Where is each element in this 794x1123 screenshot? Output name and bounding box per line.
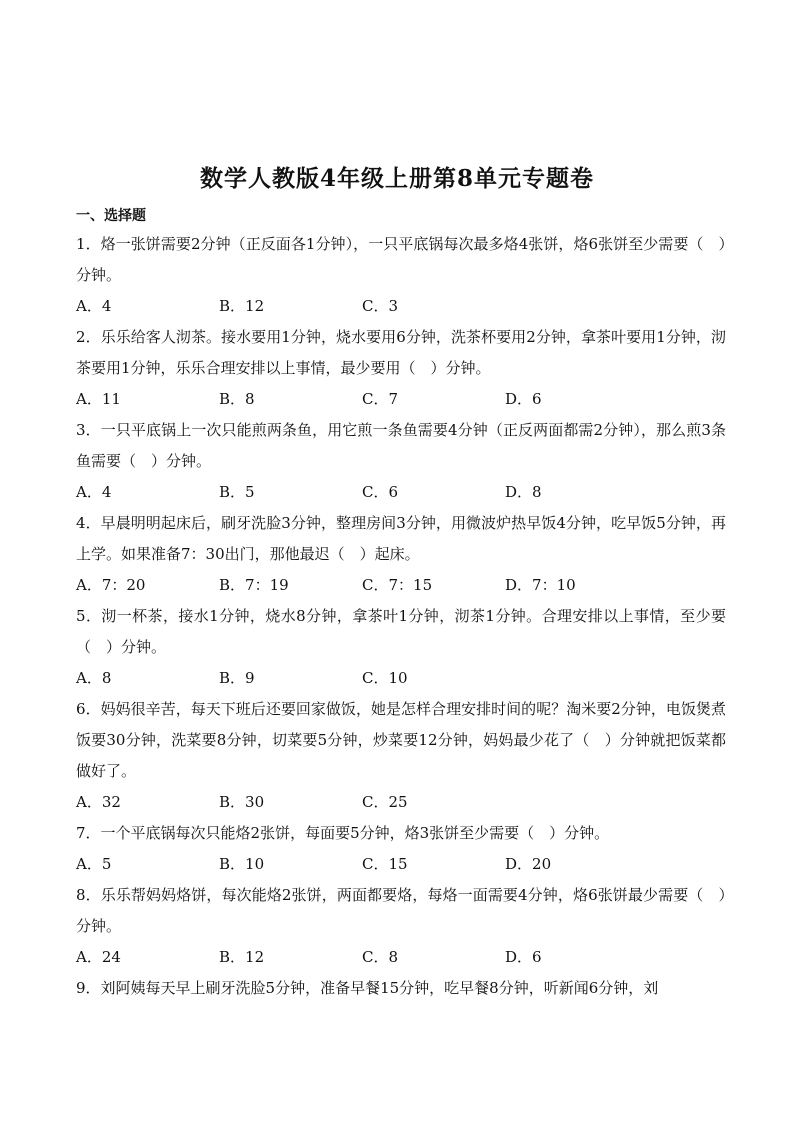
question-2: [76, 322, 726, 415]
options-row: [76, 384, 726, 415]
option-b: B．5: [219, 483, 255, 501]
question-stem: 4．早晨明明起床后，刷牙洗脸3分钟，整理房间3分钟，用微波炉热早饭4分钟，吃早饭5分钟，再上学。如果准备7：30出门，那他最迟（ ）起床。: [76, 514, 726, 563]
option-b: B．12: [219, 297, 265, 315]
option-b: B．12: [219, 948, 265, 966]
question-5: [76, 601, 726, 694]
question-stem: 2．乐乐给客人沏茶。接水要用1分钟，烧水要用6分钟，洗茶杯要用2分钟，拿茶叶要用1分钟，沏茶要用1分钟，乐乐合理安排以上事情，最少要用（ ）分钟。: [76, 328, 726, 377]
option-b: B．10: [219, 855, 265, 873]
section-heading: 一、选择题: [76, 208, 146, 224]
option-b: B．7：19: [219, 576, 289, 594]
option-d: D．8: [505, 483, 542, 501]
option-d: D．20: [505, 855, 552, 873]
options-row: [76, 942, 726, 973]
option-a: A．11: [76, 390, 121, 408]
options-row: [76, 570, 726, 601]
question-stem: 9．刘阿姨每天早上刷牙洗脸5分钟，准备早餐15分钟，吃早餐8分钟，听新闻6分钟，刘: [76, 979, 659, 997]
option-a: A．24: [76, 948, 121, 966]
option-a: A．5: [76, 855, 112, 873]
option-a: A．32: [76, 793, 121, 811]
question-3: [76, 415, 726, 508]
question-6: [76, 694, 726, 818]
option-c: C．15: [362, 855, 408, 873]
option-c: C．3: [362, 297, 399, 315]
question-stem: 5．沏一杯茶，接水1分钟，烧水8分钟，拿茶叶1分钟，沏茶1分钟。合理安排以上事情，至少要（ ）分钟。: [76, 607, 726, 656]
option-b: B．30: [219, 793, 265, 811]
options-row: [76, 849, 726, 880]
exam-title: 数学人教版4年级上册第8单元专题卷: [199, 165, 594, 192]
option-a: A．4: [76, 297, 112, 315]
question-stem: 3．一只平底锅上一次只能煎两条鱼，用它煎一条鱼需要4分钟（正反两面都需2分钟），那么煎3条鱼需要（ ）分钟。: [76, 421, 726, 470]
option-c: C．10: [362, 669, 408, 687]
option-c: C．25: [362, 793, 408, 811]
option-d: D．7：10: [505, 576, 576, 594]
option-d: D．6: [505, 948, 542, 966]
option-d: D．6: [505, 390, 542, 408]
question-list: [76, 229, 726, 1004]
option-a: A．4: [76, 483, 112, 501]
option-c: C．8: [362, 948, 399, 966]
question-7: [76, 818, 726, 880]
option-b: B．8: [219, 390, 255, 408]
question-8: [76, 880, 726, 973]
option-b: B．9: [219, 669, 255, 687]
question-stem: 6．妈妈很辛苦，每天下班后还要回家做饭，她是怎样合理安排时间的呢？淘米要2分钟，电饭煲煮饭要30分钟，洗菜要8分钟，切菜要5分钟，炒菜要12分钟，妈妈最少花了（ ）分钟就把饭菜都做好了。: [76, 700, 726, 780]
question-4: [76, 508, 726, 601]
question-stem: 1．烙一张饼需要2分钟（正反面各1分钟），一只平底锅每次最多烙4张饼，烙6张饼至少需要（ ）分钟。: [76, 235, 726, 284]
options-row: [76, 787, 726, 818]
option-a: A．8: [76, 669, 112, 687]
option-c: C．7：15: [362, 576, 433, 594]
question-stem: 8．乐乐帮妈妈烙饼，每次能烙2张饼，两面都要烙，每烙一面需要4分钟，烙6张饼最少需要（ ）分钟。: [76, 886, 726, 935]
option-a: A．7：20: [76, 576, 146, 594]
options-row: [76, 477, 726, 508]
option-c: C．7: [362, 390, 399, 408]
question-stem: 7．一个平底锅每次只能烙2张饼，每面要5分钟，烙3张饼至少需要（ ）分钟。: [76, 824, 610, 842]
options-row: [76, 663, 726, 694]
question-1: [76, 229, 726, 322]
option-c: C．6: [362, 483, 399, 501]
options-row: [76, 291, 726, 322]
question-9: [76, 973, 726, 1004]
